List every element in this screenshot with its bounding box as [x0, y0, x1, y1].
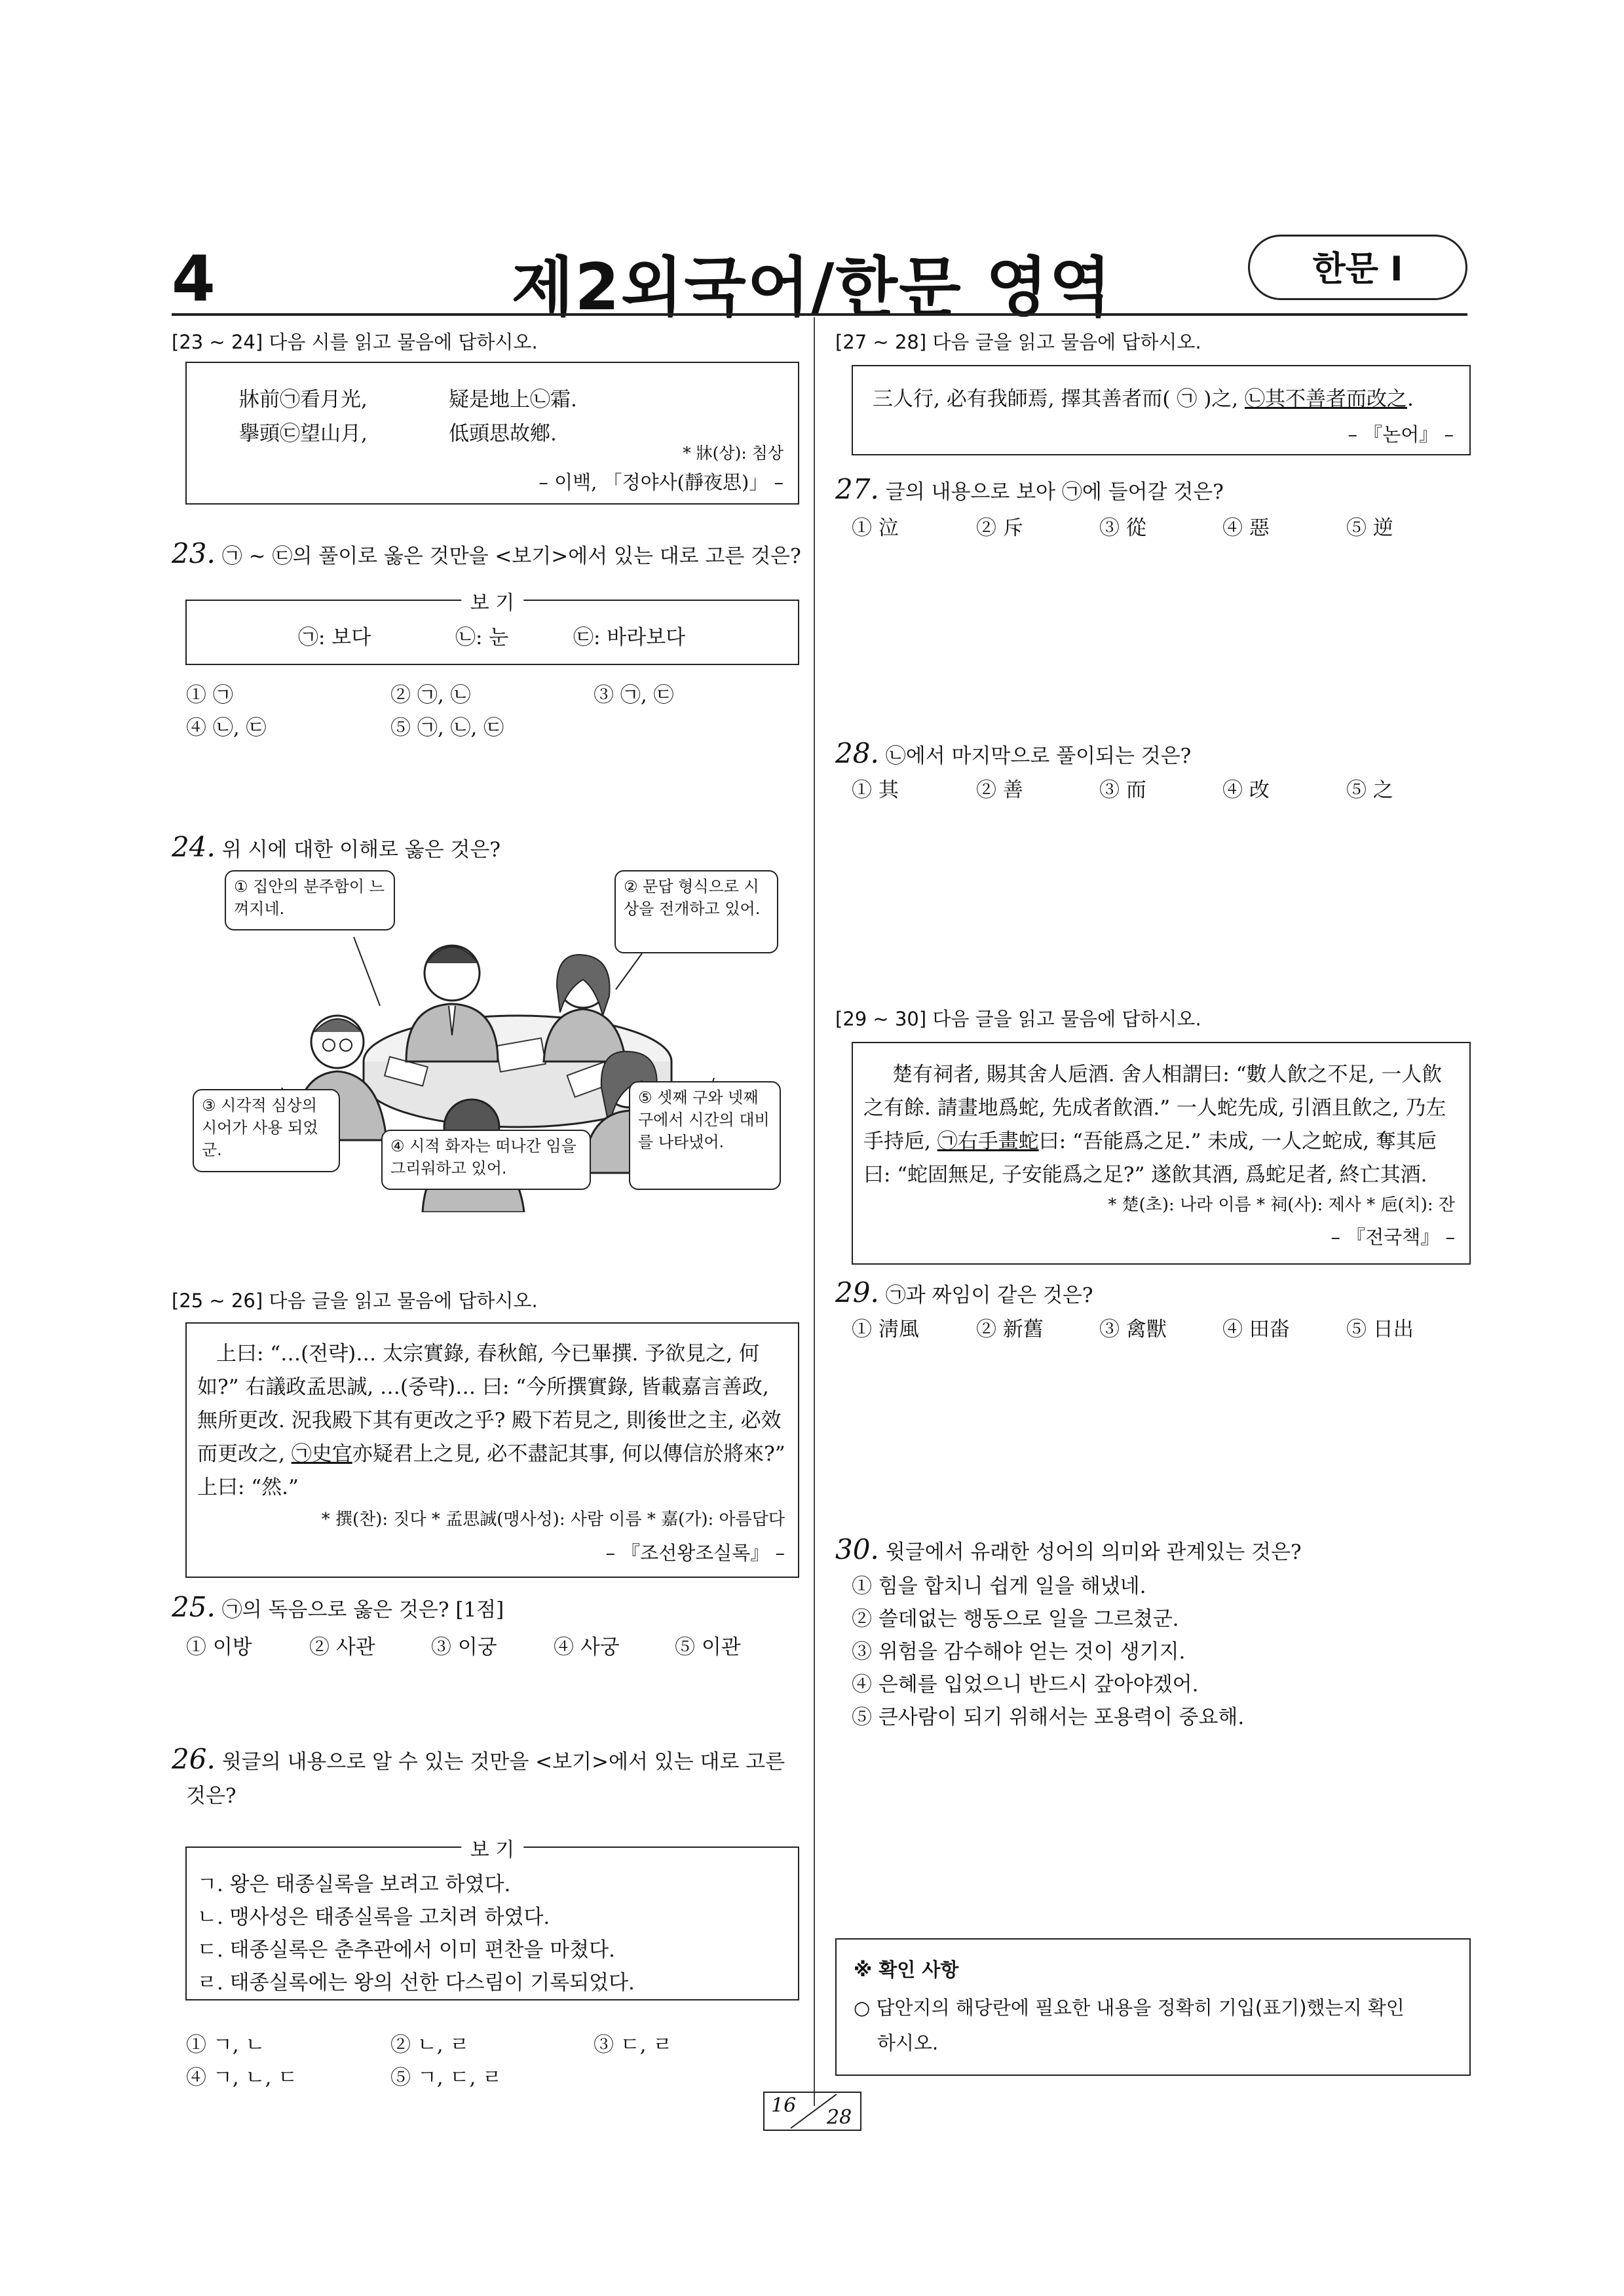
option-5[interactable]: ⑤ 이관	[675, 1636, 741, 1659]
bogi-item: ㄷ. 태종실록은 춘추관에서 이미 편찬을 마쳤다.	[197, 1938, 615, 1962]
underlined-term: ㉠史官	[291, 1442, 352, 1466]
bogi-item: ㉡: 눈	[455, 626, 509, 649]
option-4[interactable]: ④ ㉡, ㉢	[186, 716, 267, 740]
option-5[interactable]: ⑤ 日出	[1346, 1318, 1414, 1341]
question-text: ㉠ ~ ㉢의 풀이로 옳은 것만을 <보기>에서 있는 대로 고른 것은?	[221, 545, 801, 568]
instruction-23-24: [23 ~ 24] 다음 시를 읽고 물음에 답하시오.	[172, 331, 538, 353]
option-5[interactable]: ⑤ ㄱ, ㄷ, ㄹ	[390, 2066, 502, 2090]
passage-line: 上曰: “然.”	[197, 1476, 299, 1499]
question-23	[172, 537, 801, 569]
question-text: 윗글에서 유래한 성어의 의미와 관계있는 것은?	[885, 1540, 1302, 1564]
passage-source: – 『조선왕조실록』 –	[605, 1542, 785, 1564]
option-4[interactable]: ④ 改	[1222, 778, 1270, 802]
page-title: 제2외국어/한문 영역	[511, 250, 1113, 325]
passage-text: 亦疑君上之見, 必不盡記其事, 何以傳信於將來?”	[352, 1442, 785, 1466]
option-4[interactable]: ④ 은혜를 입었으니 반드시 갚아야겠어.	[852, 1673, 1199, 1696]
option-5[interactable]: ⑤ 之	[1346, 778, 1393, 802]
bogi-item: ㉠: 보다	[298, 626, 371, 649]
option-1[interactable]: ① ㄱ, ㄴ	[186, 2033, 265, 2057]
option-1[interactable]: ① 힘을 합치니 쉽게 일을 해냈네.	[852, 1575, 1146, 1598]
option-5[interactable]: ⑤ ㉠, ㉡, ㉢	[390, 716, 504, 740]
question-text-cont: 것은?	[186, 1784, 236, 1808]
option-5[interactable]: ⑤ 큰사람이 되기 위해서는 포용력이 중요해.	[852, 1706, 1245, 1729]
option-3[interactable]: ③ 從	[1099, 516, 1146, 540]
option-3[interactable]: ③ 禽獸	[1099, 1318, 1167, 1341]
bogi-box-26	[185, 1839, 799, 2000]
passage-footnote: * 撰(찬): 짓다 * 孟思誠(맹사성): 사람 이름 * 嘉(가): 아름답다	[321, 1510, 785, 1529]
question-27	[835, 473, 1224, 505]
poem-box	[185, 362, 799, 505]
question-text: ㉡에서 마지막으로 풀이되는 것은?	[885, 744, 1192, 768]
passage-text: 三人行, 必有我師焉, 擇其善者而( ㉠ )之,	[873, 387, 1245, 411]
option-1[interactable]: ① 泣	[852, 516, 899, 540]
question-number: 24.	[172, 831, 216, 863]
option-3[interactable]: ③ ㉠, ㉢	[594, 683, 674, 707]
option-2[interactable]: ② 新舊	[976, 1318, 1044, 1341]
underlined-phrase: ㉡其不善者而改之	[1245, 387, 1408, 411]
question-text: 윗글의 내용으로 알 수 있는 것만을 <보기>에서 있는 대로 고른	[221, 1750, 785, 1774]
option-2[interactable]: ② 쓸데없는 행동으로 일을 그르쳤군.	[852, 1607, 1179, 1631]
bogi-label: 보 기	[461, 586, 524, 615]
underlined-phrase: ㉠右手畫蛇	[937, 1130, 1039, 1153]
passage-line: 如?” 右議政孟思誠, …(중략)… 曰: “今所撰實錄, 皆載嘉言善政,	[197, 1375, 769, 1399]
question-number: 30.	[835, 1533, 879, 1565]
question-26	[172, 1743, 785, 1775]
passage-line: 無所更改. 況我殿下其有更改之乎? 殿下若見之, 則後世之主, 必效	[197, 1409, 782, 1432]
bogi-item: ㉢: 바라보다	[573, 626, 686, 649]
option-1[interactable]: ① 이방	[186, 1636, 252, 1659]
poem-line-1a: 牀前㉠看月光,	[239, 388, 368, 411]
passage-box-29-30	[852, 1042, 1471, 1265]
passage-text: 手持巵,	[863, 1130, 937, 1153]
check-notice-box	[835, 1938, 1471, 2076]
question-number: 27.	[835, 473, 879, 505]
option-3[interactable]: ③ 위험을 감수해야 얻는 것이 생기지.	[852, 1640, 1186, 1664]
option-2[interactable]: ② ㉠, ㉡	[390, 683, 471, 707]
bubble-option-2: ② 문답 형식으로 시상을 전개하고 있어.	[614, 870, 778, 953]
check-title: ※ 확인 사항	[854, 1959, 959, 1981]
question-25	[172, 1591, 504, 1623]
subject-badge: 한문 Ⅰ	[1248, 235, 1467, 300]
bogi-item: ㄴ. 맹사성은 태종실록을 고치려 하였다.	[197, 1905, 550, 1929]
question-number: 28.	[835, 737, 879, 769]
check-line-1: ○ 답안지의 해당란에 필요한 내용을 정확히 기입(표기)했는지 확인	[854, 1997, 1405, 2019]
option-4[interactable]: ④ 사궁	[554, 1636, 620, 1659]
page-indicator	[763, 2092, 861, 2131]
passage-line: 上曰: “…(전략)… 太宗實錄, 春秋館, 今已畢撰. 予欲見之, 何	[216, 1342, 759, 1366]
passage-box-27-28	[852, 365, 1471, 455]
instruction-27-28: [27 ~ 28] 다음 글을 읽고 물음에 답하시오.	[835, 331, 1201, 353]
passage-text: .	[1407, 387, 1414, 411]
option-4[interactable]: ④ 惡	[1222, 516, 1270, 540]
bogi-box-23	[185, 592, 799, 665]
passage-line	[863, 1124, 1437, 1154]
poem-line-1b: 疑是地上㉡霜.	[449, 388, 577, 411]
bubble-option-4: ④ 시적 화자는 떠나간 임을 그리워하고 있어.	[381, 1130, 591, 1190]
question-number: 26.	[172, 1743, 216, 1775]
question-number: 29.	[835, 1276, 879, 1309]
question-text: 글의 내용으로 보아 ㉠에 들어갈 것은?	[885, 480, 1224, 504]
option-3[interactable]: ③ 이궁	[431, 1636, 497, 1659]
option-1[interactable]: ① 其	[852, 778, 899, 802]
passage-line: 之有餘. 請畫地爲蛇, 先成者飮酒.” 一人蛇先成, 引酒且飮之, 乃左	[863, 1096, 1446, 1120]
passage-line: 曰: “蛇固無足, 子安能爲之足?” 遂飮其酒, 爲蛇足者, 終亡其酒.	[863, 1163, 1427, 1187]
instruction-29-30: [29 ~ 30] 다음 글을 읽고 물음에 답하시오.	[835, 1008, 1201, 1030]
passage-footnote: * 楚(초): 나라 이름 * 祠(사): 제사 * 巵(치): 잔	[1108, 1195, 1455, 1215]
poem-line-2a: 擧頭㉢望山月,	[239, 422, 368, 446]
passage-line	[197, 1437, 785, 1466]
bogi-item: ㄹ. 태종실록에는 왕의 선한 다스림이 기록되었다.	[197, 1971, 635, 1995]
question-28	[835, 737, 1191, 769]
option-5[interactable]: ⑤ 逆	[1346, 516, 1393, 540]
question-text: ㉠의 독음으로 옳은 것은? [1점]	[221, 1598, 504, 1622]
option-1[interactable]: ① ㉠	[186, 683, 233, 707]
option-2[interactable]: ② ㄴ, ㄹ	[390, 2033, 470, 2057]
total-pages: 28	[827, 2106, 852, 2129]
page-number: 4	[172, 242, 216, 316]
poem-footnote: * 牀(상): 침상	[683, 444, 784, 463]
question-30	[835, 1533, 1302, 1565]
question-text: 위 시에 대한 이해로 옳은 것은?	[221, 838, 501, 862]
passage-text: 曰: “吾能爲之足.” 未成, 一人之蛇成, 奪其巵	[1038, 1130, 1437, 1153]
bogi-item: ㄱ. 왕은 태종실록을 보려고 하였다.	[197, 1873, 511, 1896]
question-number: 23.	[172, 537, 216, 569]
poem-line-2b: 低頭思故鄕.	[449, 422, 557, 446]
passage-source: – 『논어』 –	[1348, 423, 1454, 446]
header-rule	[172, 313, 1467, 316]
option-2[interactable]: ② 斥	[976, 516, 1023, 540]
current-page: 16	[771, 2094, 797, 2117]
passage-text: 而更改之,	[197, 1442, 292, 1466]
instruction-25-26: [25 ~ 26] 다음 글을 읽고 물음에 답하시오.	[172, 1290, 538, 1312]
option-1[interactable]: ① 淸風	[852, 1318, 919, 1341]
question-24	[172, 831, 500, 863]
bubble-option-3: ③ 시각적 심상의 시어가 사용 되었군.	[193, 1089, 340, 1172]
passage-line: 楚有祠者, 賜其舍人巵酒. 舍人相謂曰: “數人飮之不足, 一人飮	[892, 1063, 1443, 1086]
poem-source: – 이백, 「정야사(靜夜思)」 –	[538, 471, 784, 493]
option-4[interactable]: ④ ㄱ, ㄴ, ㄷ	[186, 2066, 298, 2090]
question-number: 25.	[172, 1591, 216, 1623]
question-29	[835, 1276, 1093, 1309]
option-2[interactable]: ② 善	[976, 778, 1023, 802]
passage-line	[873, 382, 1414, 411]
passage-box-25-26	[185, 1322, 799, 1578]
option-2[interactable]: ② 사관	[309, 1636, 375, 1659]
bubble-option-1: ① 집안의 분주함이 느껴지네.	[225, 870, 395, 930]
option-3[interactable]: ③ ㄷ, ㄹ	[594, 2033, 673, 2057]
column-divider	[814, 317, 815, 2106]
question-text: ㉠과 짜임이 같은 것은?	[885, 1284, 1093, 1307]
check-line-2: 하시오.	[877, 2032, 939, 2054]
passage-source: – 『전국책』 –	[1331, 1226, 1455, 1248]
option-4[interactable]: ④ 田畓	[1222, 1318, 1290, 1341]
option-3[interactable]: ③ 而	[1099, 778, 1146, 802]
bubble-option-5: ⑤ 셋째 구와 넷째 구에서 시간의 대비를 나타냈어.	[629, 1081, 781, 1190]
bogi-label: 보 기	[461, 1833, 524, 1862]
